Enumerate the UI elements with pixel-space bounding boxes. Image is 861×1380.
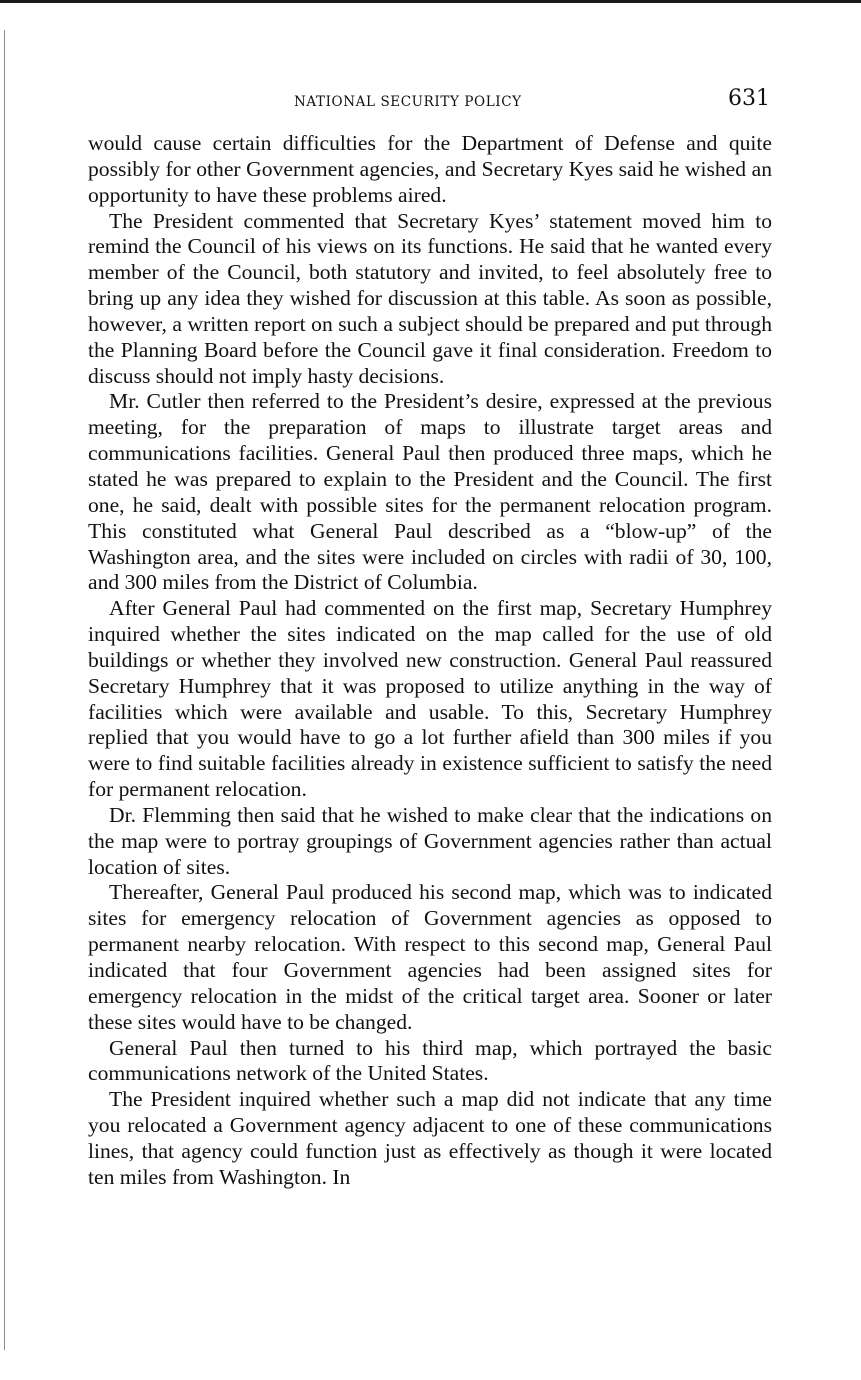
paragraph-continued: would cause certain difficulties for the Department of Defense and quite possibly for other Government agencies, and Secretary Kyes said he wished an opportunity to have these problems aired. (88, 131, 772, 207)
paragraph: After General Paul had commented on the first map, Secretary Humphrey inquired whether the sites indicated on the map called for the use of old buildings or whether they involved new construction. General Paul reassured Secretary Humphrey that it was proposed to utilize anything in the way of facilities which were available and usable. To this, Secretary Humphrey replied that you would have to go a lot further afield than 300 miles if you were to find suitable facilities already in existence sufficient to satisfy the need for permanent relocation. (88, 596, 772, 802)
paragraph: General Paul then turned to his third map, which portrayed the basic communications network of the United States. (88, 1035, 772, 1086)
paragraph: Dr. Flemming then said that he wished to make clear that the indications on the map were to portray groupings of Government agencies rather than actual location of sites. (88, 802, 772, 879)
paragraph: The President commented that Secretary Kyes’ statement moved him to remind the Council of his views on its functions. He said that he wanted every member of the Council, both statutory and invited, to feel absolutely free to bring up any idea they wished for discussion at this table. As soon as possible, however, a written report on such a subject should be prepared and put through the Planning Board before the Council gave it final consideration. Freedom to discuss should not imply hasty decisions. (88, 208, 772, 388)
page-number: 631 (728, 86, 770, 111)
paragraph: Mr. Cutler then referred to the President’s desire, expressed at the previous meeting, for the preparation of maps to illustrate target areas and communications facilities. General Paul then produced three maps, which he stated he was prepared to explain to the President and the Council. The first one, he said, dealt with possible sites for the permanent relocation program. This constituted what General Paul described as a “blow-up” of the Washington area, and the sites were included on circles with radii of 30, 100, and 300 miles from the District of Columbia. (88, 389, 772, 595)
paragraph: Thereafter, General Paul produced his second map, which was to indicated sites for emergency relocation of Government agencies as opposed to permanent nearby relocation. With respect to this second map, General Paul indicated that four Government agencies had been assigned sites for emergency relocation in the midst of the critical target area. Sooner or later these sites would have to be changed. (88, 880, 772, 1034)
body-text (88, 131, 772, 1191)
running-title: NATIONAL SECURITY POLICY (294, 94, 522, 110)
running-head (88, 86, 772, 118)
page-left-edge (4, 30, 5, 1350)
paragraph: The President inquired whether such a map did not indicate that any time you relocated a Government agency adjacent to one of these communications lines, that agency could function just as effectively as though it were located ten miles from Washington. In (88, 1087, 772, 1189)
page-top-border (0, 0, 861, 3)
